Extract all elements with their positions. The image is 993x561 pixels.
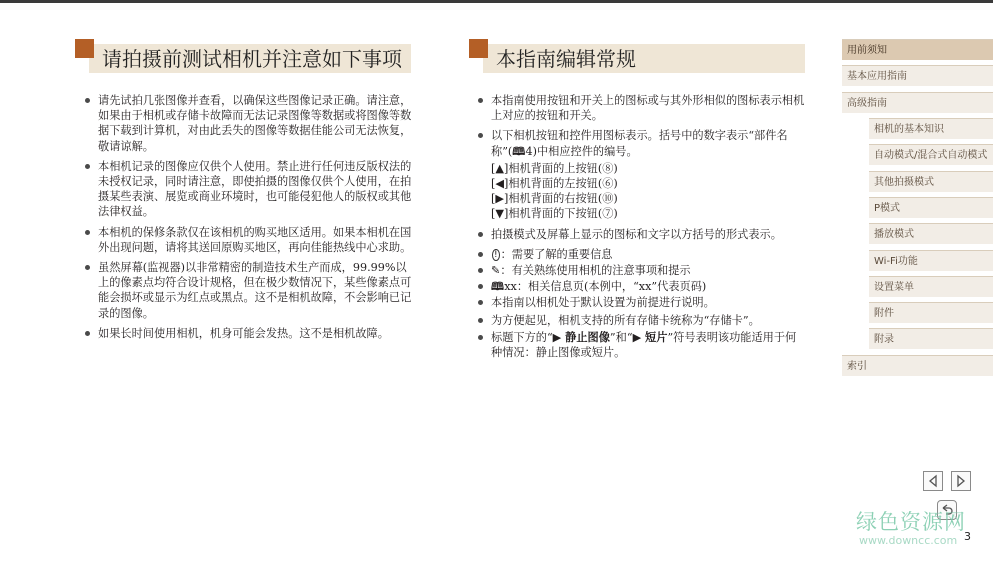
- nav-item-basic-guide[interactable]: 基本应用指南: [842, 65, 993, 86]
- list-item: [◀]相机背面的左按钮(⑥): [491, 177, 618, 191]
- page-number: 3: [964, 530, 971, 543]
- chevron-right-icon: [952, 472, 970, 490]
- list-item: [▲]相机背面的上按钮(⑧): [491, 161, 618, 175]
- conventions-list: [477, 93, 807, 365]
- prev-page-button[interactable]: [923, 471, 943, 491]
- left-arrow-icon: ◀: [495, 177, 504, 191]
- watermark-logo: 绿色资源网 www.downcc.com: [856, 510, 966, 547]
- list-item: 为方便起见，相机支持的所有存储卡统称为“存储卡”。: [477, 313, 807, 328]
- list-item: 本相机的保修条款仅在该相机的购买地区适用。如果本相机在国外出现问题，请将其送回原购买地区，再向佳能热线中心求助。: [84, 225, 414, 255]
- nav-item-p-mode[interactable]: P模式: [869, 197, 993, 218]
- nav-item-wifi[interactable]: Wi-Fi功能: [869, 250, 993, 271]
- list-item: 如果长时间使用相机，机身可能会发热。这不是相机故障。: [84, 326, 414, 341]
- movie-label: ▶ 短片: [632, 330, 668, 344]
- list-item: 🕮xx：相关信息页(本例中，“xx”代表页码): [477, 279, 807, 294]
- bullet-icon: [85, 331, 90, 336]
- nav-item-accessories[interactable]: 附件: [869, 302, 993, 323]
- bullet-icon: [85, 265, 90, 270]
- bullet-icon: [478, 232, 483, 237]
- precautions-list: [84, 93, 414, 346]
- bullet-icon: [478, 284, 483, 289]
- nav-item-auto-mode[interactable]: 自动模式/混合式自动模式: [869, 144, 993, 165]
- list-item: ! ：需要了解的重要信息: [477, 247, 807, 262]
- right-arrow-icon: ▶: [495, 192, 504, 206]
- section-title-precautions: [89, 44, 411, 73]
- important-icon: !: [494, 249, 498, 260]
- bullet-icon: [478, 300, 483, 305]
- bullet-icon: [85, 164, 90, 169]
- bullet-icon: [85, 230, 90, 235]
- section-title-text: 请拍摄前测试相机并注意如下事项: [102, 47, 402, 71]
- bullet-icon: [478, 252, 483, 257]
- list-item: 本相机记录的图像应仅供个人使用。禁止进行任何违反版权法的未授权记录，同时请注意，即使拍摄的图像仅供个人使用，在拍摄某些表演、展览或商业环境时，也可能侵犯他人的版权或其他法律权益。: [84, 159, 414, 220]
- list-item: 请先试拍几张图像并查看，以确保这些图像记录正确。请注意，如果由于相机或存储卡故障而无法记录图像等数据或将图像等数据下载到计算机，对由此丢失的图像等数据佳能公司无法恢复，敬请谅解。: [84, 93, 414, 154]
- list-item: 以下相机按钮和控件用图标表示。括号中的数字表示“部件名称”(🕮4)中相应控件的编号。: [477, 128, 807, 158]
- bullet-icon: [478, 335, 483, 340]
- list-item: ✎：有关熟练使用相机的注意事项和提示: [477, 263, 807, 278]
- list-item: 标题下方的“▶ 静止图像”和“▶ 短片”符号表明该功能适用于何种情况：静止图像或短片。: [477, 330, 807, 360]
- bullet-icon: [85, 98, 90, 103]
- section-marker-icon: [75, 39, 94, 58]
- button-list: [477, 161, 807, 222]
- bullet-icon: [478, 268, 483, 273]
- list-item: [▼]相机背面的下按钮(⑦): [491, 207, 618, 221]
- book-icon: 🕮: [491, 280, 505, 294]
- section-title-text: 本指南编辑常规: [496, 47, 636, 71]
- chevron-left-icon: [924, 472, 942, 490]
- list-item: [▶]相机背面的右按钮(⑩): [491, 192, 618, 206]
- top-border: [0, 0, 993, 3]
- bullet-icon: [478, 133, 483, 138]
- section-marker-icon: [469, 39, 488, 58]
- up-arrow-icon: ▲: [495, 161, 504, 175]
- nav-item-appendix[interactable]: 附录: [869, 328, 993, 349]
- section-title-conventions: [483, 44, 805, 73]
- nav-item-before-use[interactable]: 用前须知: [842, 39, 993, 60]
- nav-item-advanced-guide[interactable]: 高级指南: [842, 92, 993, 113]
- pencil-icon: ✎: [491, 264, 501, 278]
- list-item: 虽然屏幕(监视器)以非常精密的制造技术生产而成，99.99%以上的像素点均符合设计规格，但在极少数情况下，某些像素点可能会损坏或显示为红点或黑点。这不是相机故障，不会影响已记录的图像。: [84, 260, 414, 321]
- down-arrow-icon: ▼: [495, 207, 504, 221]
- bullet-icon: [478, 318, 483, 323]
- bullet-icon: [478, 98, 483, 103]
- list-item: 本指南使用按钮和开关上的图标或与其外形相似的图标表示相机上对应的按钮和开关。: [477, 93, 807, 123]
- list-item: 本指南以相机处于默认设置为前提进行说明。: [477, 295, 807, 310]
- nav-item-camera-basics[interactable]: 相机的基本知识: [869, 118, 993, 139]
- still-image-label: ▶ 静止图像: [552, 330, 610, 344]
- nav-item-index[interactable]: 索引: [842, 355, 993, 376]
- nav-item-other-modes[interactable]: 其他拍摄模式: [869, 171, 993, 192]
- next-page-button[interactable]: [951, 471, 971, 491]
- nav-item-settings[interactable]: 设置菜单: [869, 276, 993, 297]
- list-item: 拍摄模式及屏幕上显示的图标和文字以方括号的形式表示。: [477, 227, 807, 242]
- nav-item-playback[interactable]: 播放模式: [869, 223, 993, 244]
- book-icon: 🕮: [512, 144, 526, 158]
